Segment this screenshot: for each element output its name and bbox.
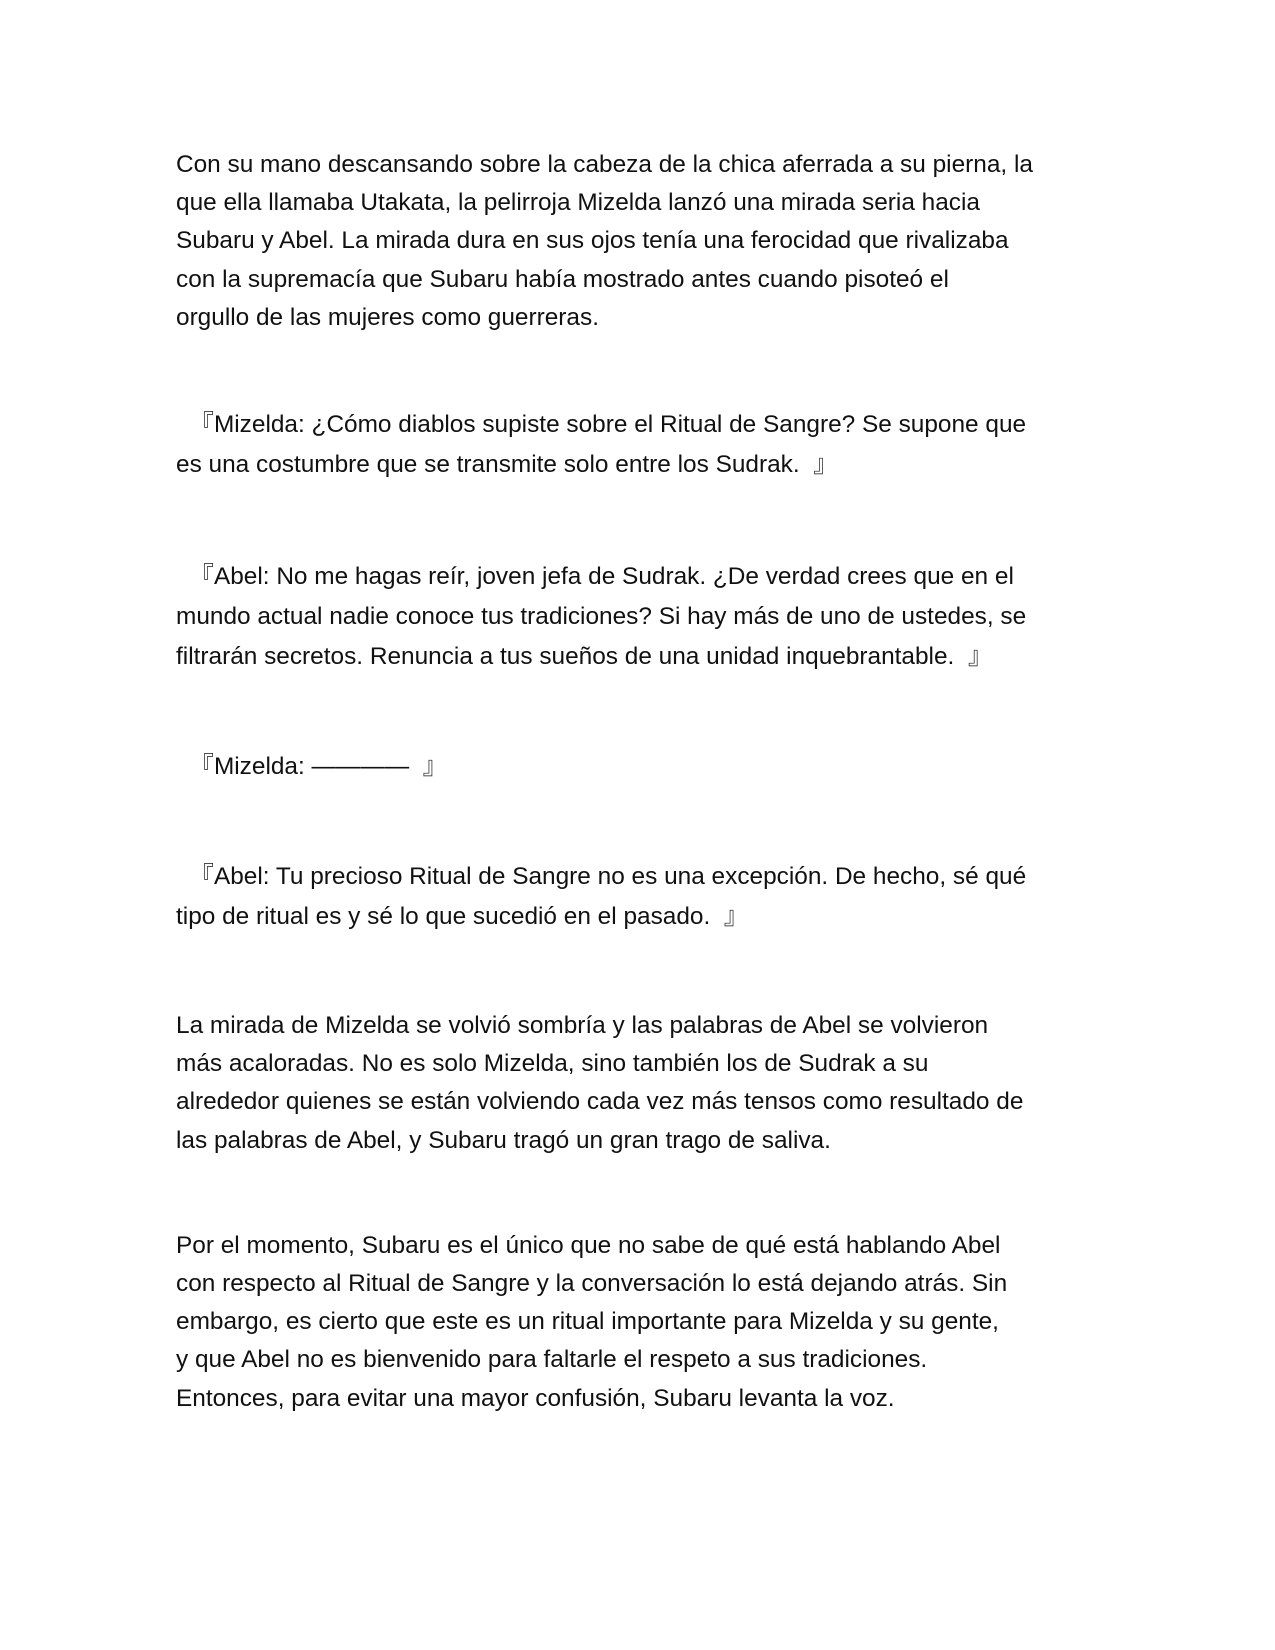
text-line: alrededor quienes se están volviendo cada vez más tensos como resultado de bbox=[176, 1088, 1024, 1116]
text-line: Con su mano descansando sobre la cabeza de la chica aferrada a su pierna, la bbox=[176, 151, 1033, 178]
text-line: Subaru y Abel. La mirada dura en sus ojos tenía una ferocidad que rivalizaba bbox=[176, 227, 1009, 255]
text-line: más acaloradas. No es solo Mizelda, sino también los de Sudrak a su bbox=[176, 1050, 929, 1078]
narration-paragraph bbox=[176, 1227, 1106, 1418]
dialogue-paragraph bbox=[176, 857, 1106, 937]
text-line: que ella llamaba Utakata, la pelirroja Mizelda lanzó una mirada seria hacia bbox=[176, 189, 980, 217]
dialogue-paragraph bbox=[176, 747, 1106, 787]
text-line: 『Abel: Tu precioso Ritual de Sangre no es una excepción. De hecho, sé qué bbox=[176, 863, 1027, 891]
text-line: Entonces, para evitar una mayor confusión, Subaru levanta la voz. bbox=[176, 1384, 895, 1412]
text-line: orgullo de las mujeres como guerreras. bbox=[176, 303, 599, 331]
dialogue-paragraph bbox=[176, 405, 1106, 485]
text-line: La mirada de Mizelda se volvió sombría y las palabras de Abel se volvieron bbox=[176, 1012, 989, 1040]
text-line: con la supremacía que Subaru había mostrado antes cuando pisoteó el bbox=[176, 265, 949, 293]
text-line: filtrarán secretos. Renuncia a tus sueños de una unidad inquebrantable. 』 bbox=[176, 643, 993, 671]
text-line: embargo, es cierto que este es un ritual importante para Mizelda y su gente, bbox=[176, 1308, 999, 1336]
document-body bbox=[176, 146, 1106, 1418]
narration-paragraph bbox=[176, 146, 1106, 337]
text-line: 『Mizelda: ———— 』 bbox=[176, 753, 448, 781]
text-line: mundo actual nadie conoce tus tradiciones? Si hay más de uno de ustedes, se bbox=[176, 603, 1027, 631]
text-line: Por el momento, Subaru es el único que no sabe de qué está hablando Abel bbox=[176, 1231, 1001, 1259]
narration-paragraph bbox=[176, 1007, 1106, 1160]
text-line: tipo de ritual es y sé lo que sucedió en el pasado. 』 bbox=[176, 903, 749, 931]
text-line: es una costumbre que se transmite solo entre los Sudrak. 』 bbox=[176, 451, 838, 479]
text-line: las palabras de Abel, y Subaru tragó un gran trago de saliva. bbox=[176, 1126, 831, 1154]
text-line: y que Abel no es bienvenido para faltarle el respeto a sus tradiciones. bbox=[176, 1346, 928, 1374]
dialogue-paragraph bbox=[176, 557, 1106, 677]
text-line: 『Mizelda: ¿Cómo diablos supiste sobre el Ritual de Sangre? Se supone que bbox=[176, 411, 1027, 439]
text-line: 『Abel: No me hagas reír, joven jefa de Sudrak. ¿De verdad crees que en el bbox=[176, 563, 1014, 591]
text-line: con respecto al Ritual de Sangre y la conversación lo está dejando atrás. Sin bbox=[176, 1270, 1008, 1298]
